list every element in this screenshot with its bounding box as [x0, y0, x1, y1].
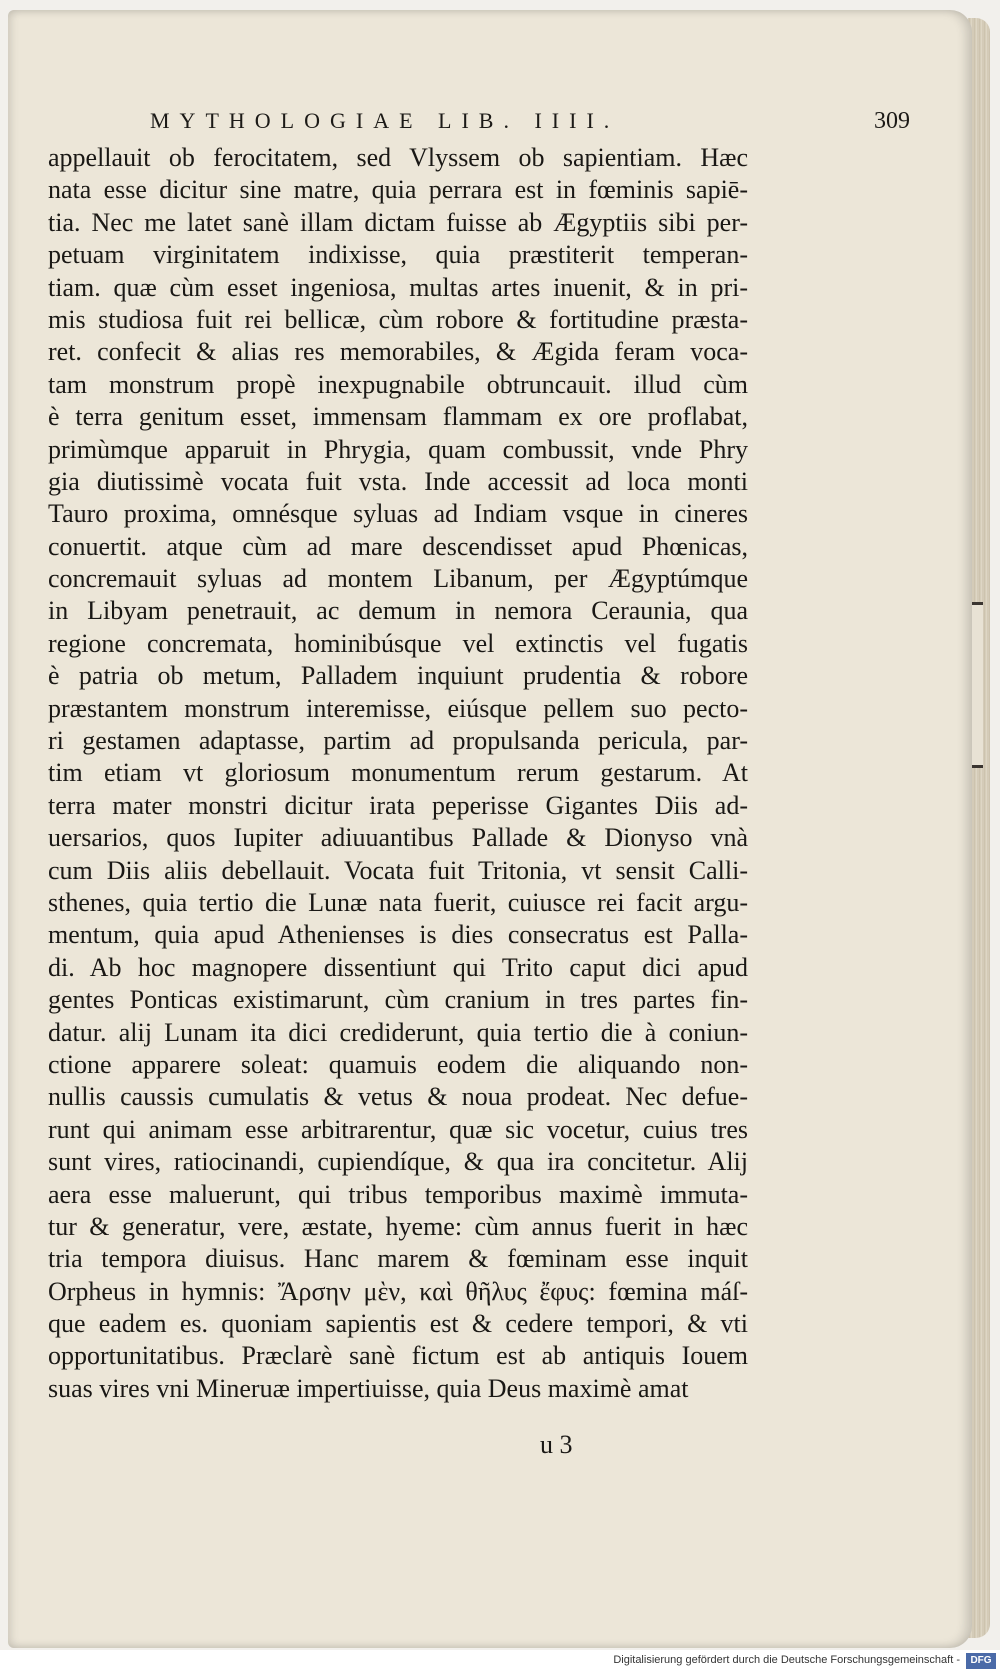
text-line: tria tempora diuisus. Hanc marem & fœminam esse inquit	[48, 1244, 748, 1274]
text-line: runt qui animam esse arbitrarentur, quæ sic vocetur, cuius tres	[48, 1114, 748, 1144]
text-line: nata esse dicitur sine matre, quia perrara est in fœminis sapiē-	[48, 175, 748, 205]
text-line: uersarios, quos Iupiter adiuuantibus Pallade & Dionyso vnà	[48, 823, 748, 853]
running-title: MYTHOLOGIAE LIB. IIII.	[150, 108, 620, 133]
text-line: ctione apparere soleat: quamuis eodem die aliquando non-	[48, 1049, 748, 1079]
text-line: Orpheus in hymnis: Ἄρσην μὲν, καὶ θῆλυς ἔφυς: fœmina máſ-	[48, 1276, 748, 1306]
body-text	[48, 142, 748, 1405]
page-number: 309	[874, 108, 910, 134]
text-line: suas vires vni Mineruæ impertiuisse, quia Deus maximè amat	[48, 1373, 689, 1403]
footer-credit: Digitalisierung gefördert durch die Deutsche Forschungsgemeinschaft -	[613, 1654, 960, 1666]
text-line: ri gestamen adaptasse, partim ad propulsanda pericula, par-	[48, 726, 748, 756]
text-line: è patria ob metum, Palladem inquiunt prudentia & robore	[48, 661, 748, 691]
text-line: di. Ab hoc magnopere dissentiunt qui Trito caput dici apud	[48, 952, 748, 982]
text-line: gia diutissimè vocata fuit vsta. Inde accessit ad loca monti	[48, 466, 748, 496]
text-line: tam monstrum propè inexpugnabile obtruncauit. illud cùm	[48, 369, 748, 399]
text-line: tiam. quæ cùm esset ingeniosa, multas artes inuenit, & in pri-	[48, 272, 748, 302]
text-line: que eadem es. quoniam sapientis est & cedere tempori, & vti	[48, 1309, 748, 1339]
text-line: tia. Nec me latet sanè illam dictam fuisse ab Ægyptiis sibi per-	[48, 207, 748, 237]
text-line: præstantem monstrum interemisse, eiúsque pellem suo pecto-	[48, 693, 748, 723]
text-line: tur & generatur, vere, æstate, hyeme: cùm annus fuerit in hæc	[48, 1211, 748, 1241]
text-line: opportunitatibus. Præclarè sanè fictum est ab antiquis Iouem	[48, 1341, 748, 1371]
text-line: aera esse maluerunt, qui tribus temporibus maximè immuta-	[48, 1179, 748, 1209]
text-line: datur. alij Lunam ita dici crediderunt, quia tertio die à coniun-	[48, 1017, 748, 1047]
footer-bar	[0, 1650, 1000, 1675]
text-line: gentes Ponticas existimarunt, cùm cranium in tres partes fin-	[48, 985, 748, 1015]
text-line: concremauit syluas ad montem Libanum, per Ægyptúmque	[48, 564, 748, 594]
text-line: sunt vires, ratiocinandi, cupiendíque, & qua ira concitetur. Alij	[48, 1147, 748, 1177]
text-line: mentum, quia apud Athenienses is dies consecratus est Palla-	[48, 920, 748, 950]
text-line: tim etiam vt gloriosum monumentum rerum gestarum. At	[48, 758, 748, 788]
text-line: in Libyam penetrauit, ac demum in nemora Ceraunia, qua	[48, 596, 748, 626]
text-line: primùmque apparuit in Phrygia, quam combussit, vnde Phry	[48, 434, 748, 464]
page-header	[150, 108, 910, 138]
text-line: cum Diis aliis debellauit. Vocata fuit Tritonia, vt sensit Calli-	[48, 855, 748, 885]
text-line: petuam virginitatem indixisse, quia præstiterit temperan-	[48, 240, 748, 270]
text-line: mis studiosa fuit rei bellicæ, cùm robore & fortitudine præsta-	[48, 304, 748, 334]
text-line: nullis caussis cumulatis & vetus & noua prodeat. Nec defue-	[48, 1082, 748, 1112]
text-line: conuertit. atque cùm ad mare descendisset apud Phœnicas,	[48, 531, 748, 561]
text-line: terra mater monstri dicitur irata peperisse Gigantes Diis ad-	[48, 790, 748, 820]
dfg-logo: DFG	[966, 1653, 996, 1669]
signature-mark: u 3	[540, 1430, 573, 1459]
text-line: ret. confecit & alias res memorabiles, & Ægida feram voca-	[48, 337, 748, 367]
text-line: regione concremata, hominibúsque vel extinctis vel fugatis	[48, 628, 748, 658]
text-line: sthenes, quia tertio die Lunæ nata fuerit, cuiusce rei facit argu-	[48, 887, 748, 917]
text-line: Tauro proxima, omnésque syluas ad Indiam vsque in cineres	[48, 499, 748, 529]
text-line: appellauit ob ferocitatem, sed Vlyssem ob sapientiam. Hæc	[48, 143, 748, 172]
text-line: è terra genitum esset, immensam flammam ex ore proflabat,	[48, 402, 748, 432]
